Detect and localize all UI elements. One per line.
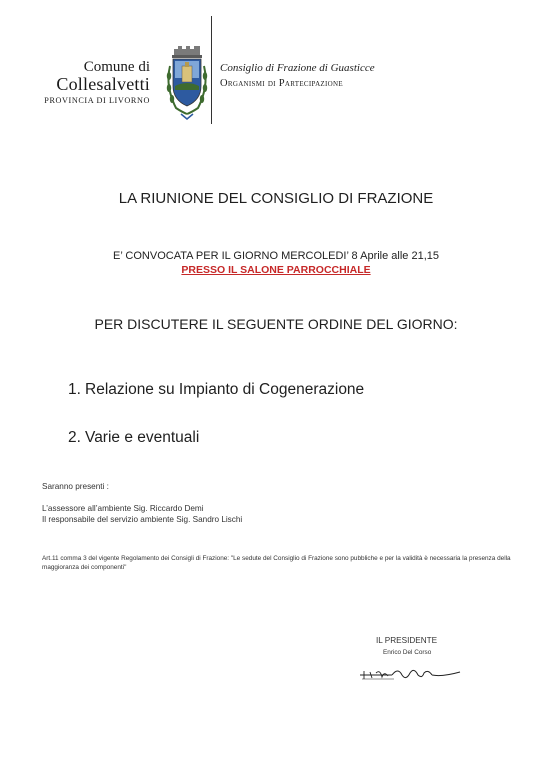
agenda-item-number: 2. — [68, 429, 81, 446]
consiglio-frazione-label: Consiglio di Frazione di Guasticce — [220, 62, 375, 74]
regulation-note: Art.11 comma 3 del vigente Regolamento dei Consigli di Frazione: "Le sedute del Consiglio di Frazione sono pubbliche e per la validità è necessaria la presenza della maggioranza dei componenti" — [42, 555, 511, 571]
attendee-assessore: L’assessore all’ambiente Sig. Riccardo Demi — [42, 504, 204, 513]
president-role: IL PRESIDENTE — [376, 636, 438, 645]
attendee-responsabile: Il responsabile del servizio ambiente Sig. Sandro Lischi — [42, 515, 243, 524]
header-divider — [211, 16, 212, 124]
agenda-item — [68, 429, 199, 447]
agenda-item-text: Relazione su Impianto di Cogenerazione — [85, 381, 365, 398]
agenda-item-number: 1. — [68, 381, 81, 398]
attendees-intro: Saranno presenti : — [42, 482, 109, 491]
agenda-item-text: Varie e eventuali — [85, 429, 200, 446]
president-name: Enrico Del Corso — [383, 649, 432, 656]
comune-di-label: Comune di — [83, 59, 150, 75]
comune-name: Collesalvetti — [56, 74, 150, 94]
meeting-date: E’ CONVOCATA PER IL GIORNO MERCOLEDI’ 8 Aprile alle 21,15 — [112, 250, 440, 262]
provincia-label: PROVINCIA DI LIVORNO — [44, 96, 150, 105]
municipality-logo-text — [44, 60, 150, 105]
organismi-label — [220, 78, 343, 89]
coat-of-arms-icon — [164, 46, 210, 120]
agenda-item — [68, 381, 364, 399]
meeting-location: PRESSO IL SALONE PARROCCHIALE — [181, 264, 371, 276]
meeting-title: LA RIUNIONE DEL CONSIGLIO DI FRAZIONE — [118, 190, 434, 207]
agenda-intro: PER DISCUTERE IL SEGUENTE ORDINE DEL GIORNO: — [94, 316, 458, 332]
handwritten-signature — [358, 663, 462, 685]
organismi-text: Organismi di Partecipazione — [220, 78, 343, 89]
